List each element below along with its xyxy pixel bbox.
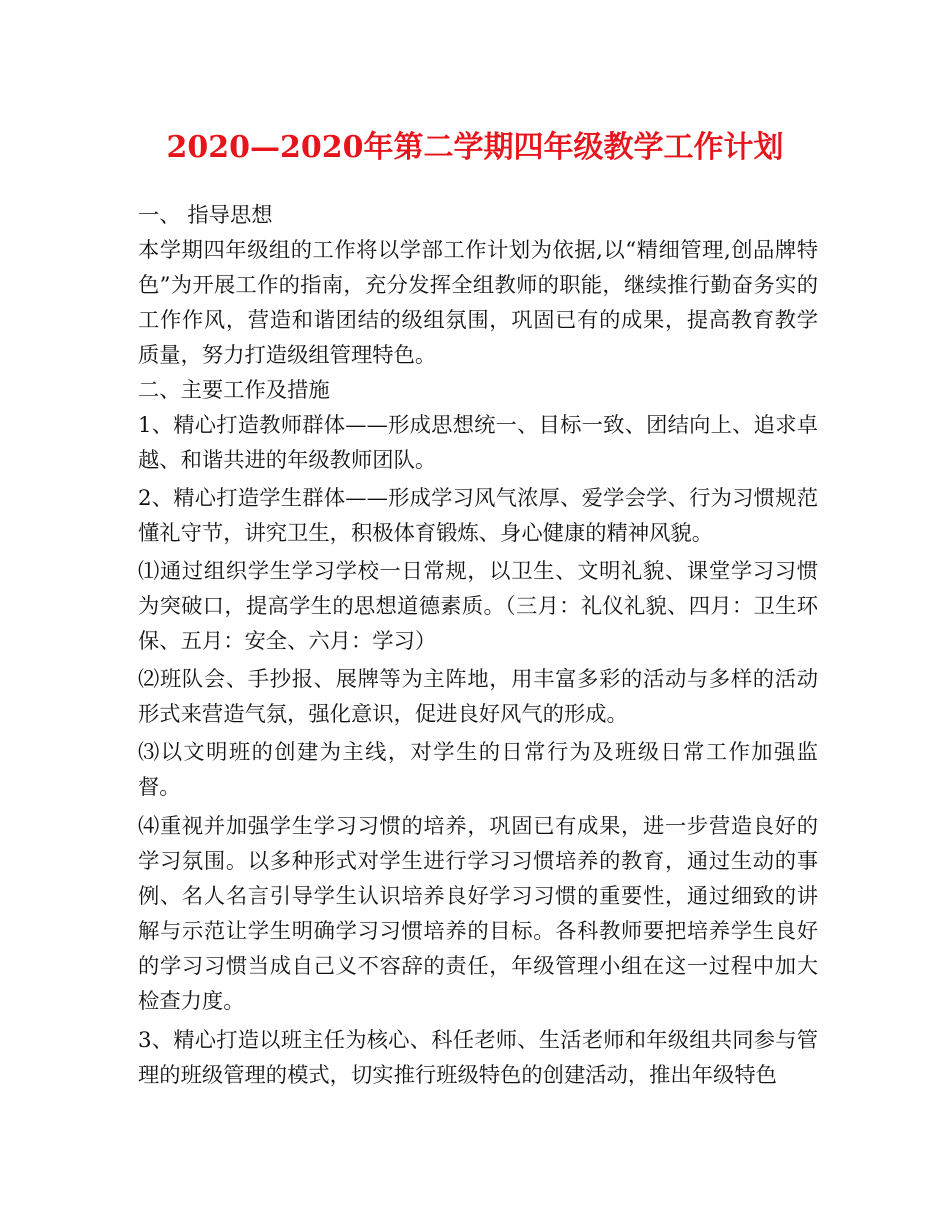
paragraph-item-3: 3、精心打造以班主任为核心、科任老师、生活老师和年级组共同参与管理的班级管理的模式，切实推行班级特色的创建活动，推出年级特色 (138, 1028, 818, 1088)
paragraph-subitem-4: ⑷重视并加强学生学习习惯的培养，巩固已有成果，进一步营造良好的学习氛围。以多种形式对学生进行学习习惯培养的教育，通过生动的事例、名人名言引导学生认识培养良好学习习惯的重要性，通过细致的讲解与示范让学生明确学习习惯培养的目标。各科教师要把培养学生良好的学习习惯当成自己义不容辞的责任，年级管理小组在这一过程中加大检查力度。 (138, 814, 818, 1014)
paragraph-guiding-ideology: 本学期四年级组的工作将以学部工作计划为依据,以“精细管理,创品牌特色”为开展工作的指南，充分发挥全组教师的职能，继续推行勤奋务实的工作作风，营造和谐团结的级组氛围，巩固已有的成果，提高教育教学质量，努力打造级组管理特色。 (138, 238, 818, 368)
paragraph-subitem-2: ⑵班队会、手抄报、展牌等为主阵地，用丰富多彩的活动与多样的活动形式来营造气氛，强化意识，促进良好风气的形成。 (138, 667, 818, 727)
paragraph-item-2: 2、精心打造学生群体——形成学习风气浓厚、爱学会学、行为习惯规范懂礼守节，讲究卫生，积极体育锻炼、身心健康的精神风貌。 (138, 486, 818, 546)
paragraph-item-1: 1、精心打造教师群体——形成思想统一、目标一致、团结向上、追求卓越、和谐共进的年级教师团队。 (138, 413, 818, 473)
paragraph-subitem-3: ⑶以文明班的创建为主线，对学生的日常行为及班级日常工作加强监督。 (138, 740, 818, 800)
paragraph-subitem-1: ⑴通过组织学生学习学校一日常规，以卫生、文明礼貌、课堂学习习惯为突破口，提高学生的思想道德素质。（三月：礼仪礼貌、四月：卫生环保、五月：安全、六月：学习） (138, 559, 818, 654)
section-heading-main-work: 二、主要工作及措施 (138, 378, 330, 403)
section-heading-guiding-ideology: 一、 指导思想 (138, 203, 273, 228)
document-title: 2020—2020年第二学期四年级教学工作计划 (166, 130, 784, 165)
document-body (138, 198, 818, 1093)
